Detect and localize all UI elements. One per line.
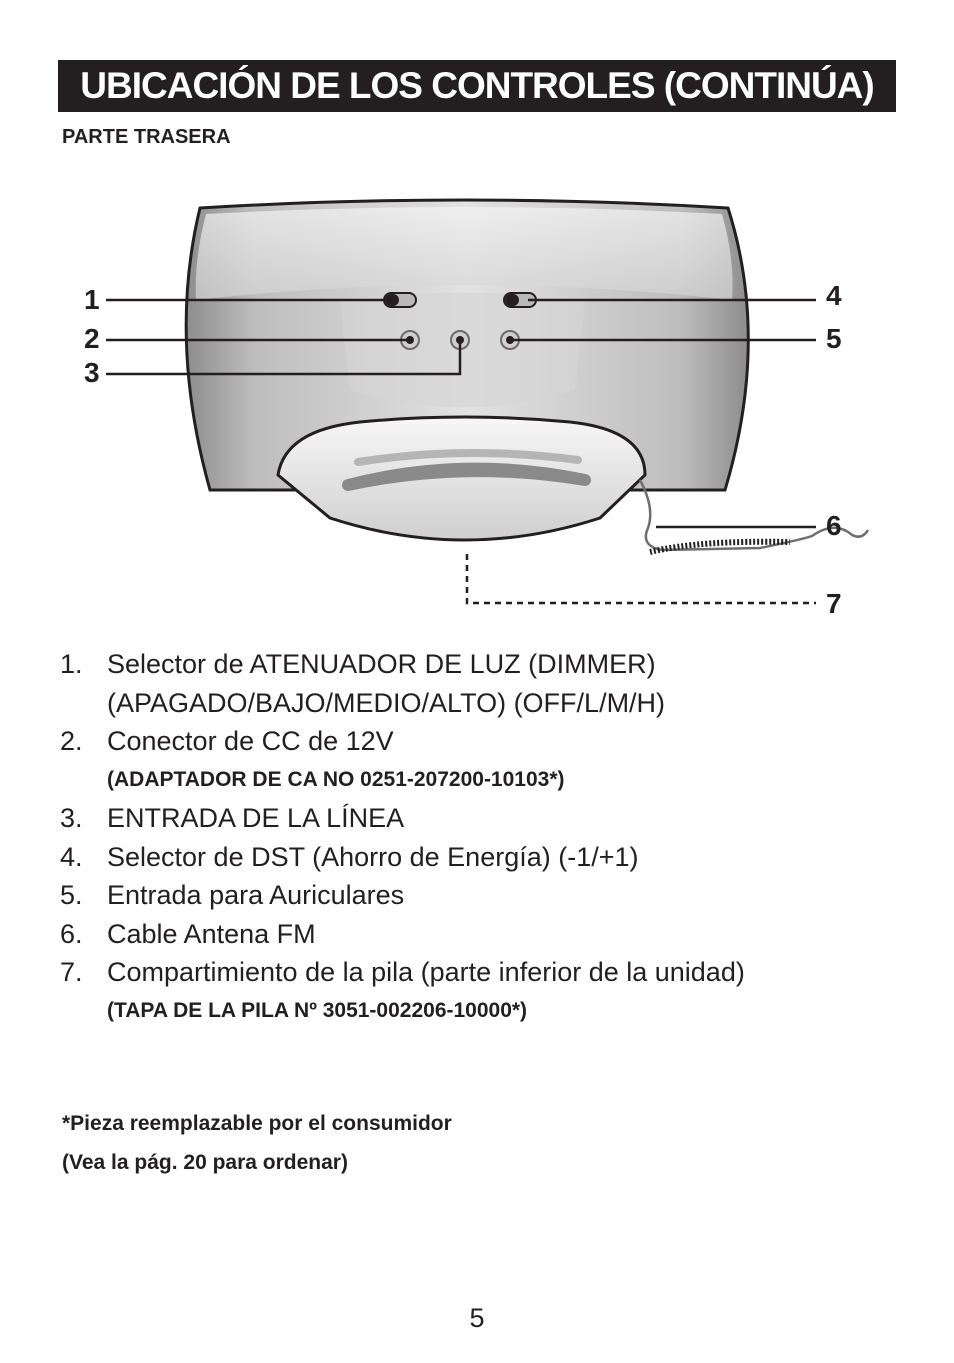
item-text: Selector de ATENUADOR DE LUZ (DIMMER) bbox=[107, 649, 656, 679]
rear-view-figure bbox=[0, 190, 954, 630]
callout-6: 6 bbox=[826, 510, 842, 541]
list-item bbox=[60, 722, 920, 799]
item-number: 2. bbox=[60, 726, 83, 756]
list-item bbox=[60, 838, 920, 877]
list-item bbox=[60, 876, 920, 915]
list-item bbox=[60, 645, 920, 722]
rear-recess bbox=[340, 293, 585, 408]
list-item bbox=[60, 953, 920, 1030]
section-title-bar bbox=[58, 60, 896, 112]
callout-1: 1 bbox=[84, 284, 100, 315]
item-number: 1. bbox=[60, 649, 83, 679]
item-text: Selector de DST (Ahorro de Energía) (-1/+1) bbox=[107, 841, 639, 872]
item-number: 5. bbox=[60, 880, 83, 910]
dst-switch-knob bbox=[505, 294, 519, 306]
page-title: UBICACIÓN DE LOS CONTROLES (CONTINÚA) bbox=[80, 65, 874, 106]
item-text: Compartimiento de la pila (parte inferior de la unidad) bbox=[107, 957, 745, 987]
callout-3: 3 bbox=[84, 357, 100, 388]
item-number: 6. bbox=[60, 918, 83, 949]
rear-view-illustration bbox=[0, 190, 954, 630]
item-text: Conector de CC de 12V bbox=[107, 726, 394, 756]
item-number: 7. bbox=[60, 957, 83, 987]
page-number: 5 bbox=[469, 1303, 485, 1333]
item-number: 3. bbox=[60, 803, 83, 833]
list-item bbox=[60, 799, 920, 838]
item-text: (APAGADO/BAJO/MEDIO/ALTO) (OFF/L/M/H) bbox=[107, 687, 666, 718]
section-subtitle: PARTE TRASERA bbox=[62, 126, 231, 148]
footnote-order: (Vea la pág. 20 para ordenar) bbox=[62, 1151, 348, 1174]
item-note: (ADAPTADOR DE CA NO 0251-207200-10103*) bbox=[107, 767, 565, 791]
leader-7 bbox=[467, 554, 816, 603]
item-text: Cable Antena FM bbox=[107, 918, 316, 949]
item-number: 4. bbox=[60, 841, 83, 872]
callout-5: 5 bbox=[826, 323, 842, 354]
controls-list bbox=[60, 645, 920, 1030]
item-text: Entrada para Auriculares bbox=[107, 880, 405, 910]
item-note: (TAPA DE LA PILA Nº 3051-002206-10000*) bbox=[107, 998, 528, 1022]
callout-4: 4 bbox=[826, 280, 842, 311]
item-text: ENTRADA DE LA LÍNEA bbox=[107, 803, 405, 833]
footnote-replaceable: *Pieza reemplazable por el consumidor bbox=[62, 1112, 452, 1135]
list-item bbox=[60, 915, 920, 954]
callout-7: 7 bbox=[826, 588, 842, 619]
callout-2: 2 bbox=[84, 323, 100, 354]
